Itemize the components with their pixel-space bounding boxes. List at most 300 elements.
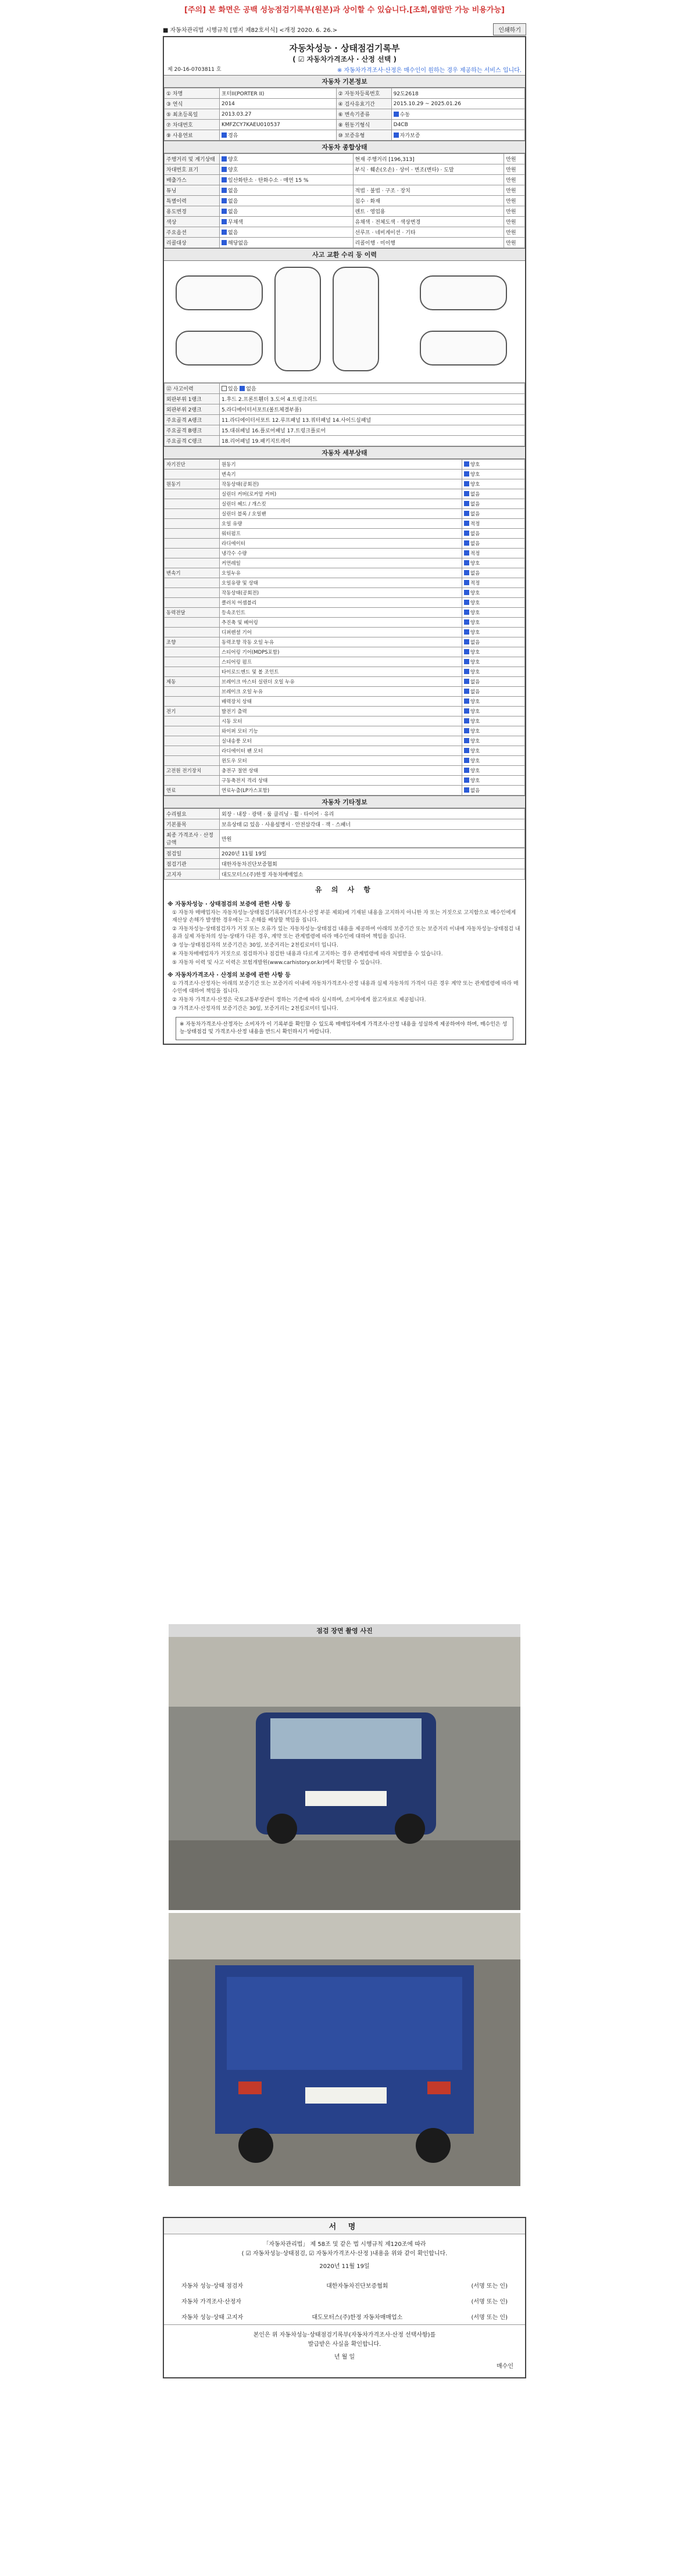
- other-value: 외장 · 내장 · 광택 · 룸 클리닝 · 휠 · 타이어 · 유리: [220, 809, 525, 819]
- detail-group: [165, 647, 220, 657]
- detail-row: [165, 479, 525, 489]
- status-checkbox[interactable]: [222, 219, 227, 224]
- detail-checkbox[interactable]: [464, 491, 469, 496]
- status-detail: 현재 주행거리 [196,313]: [353, 154, 504, 164]
- detail-result: 없음: [462, 509, 524, 519]
- section-basic-info: 자동차 기본정보: [164, 75, 525, 88]
- detail-group: [165, 588, 220, 598]
- detail-group: [165, 687, 220, 697]
- detail-checkbox[interactable]: [464, 768, 469, 773]
- notice-heading-1: ※ 자동차성능 · 상태점검의 보증에 관한 사항 등: [167, 901, 291, 908]
- status-row: [165, 164, 525, 175]
- other-value: 보유상태 ☑ 있음 · 사용설명서 · 안전삼각대 · 잭 · 스패너: [220, 819, 525, 830]
- signer1-value: 대한자동차진단보증협회: [326, 2283, 388, 2290]
- detail-checkbox[interactable]: [464, 629, 469, 635]
- detail-group: [165, 558, 220, 568]
- detail-result: 양호: [462, 697, 524, 707]
- detail-checkbox[interactable]: [464, 679, 469, 684]
- status-item: 주행거리 및 계기상태: [165, 154, 220, 164]
- detail-result: 양호: [462, 776, 524, 786]
- status-detail: 부식 · 훼손(오손) · 상이 · 변조(변타) · 도말: [353, 164, 504, 175]
- section-other: 자동차 기타정보: [164, 796, 525, 808]
- status-checkbox[interactable]: [222, 167, 227, 172]
- detail-item: 실린더 헤드 / 개스킷: [220, 499, 462, 509]
- detail-group: [165, 667, 220, 677]
- detail-item: 실린더 커버(로커암 커버): [220, 489, 462, 499]
- detail-checkbox[interactable]: [464, 610, 469, 615]
- other-label: 수리필요: [165, 809, 220, 819]
- inspector-org: 대한자동차진단보증협회: [220, 859, 525, 869]
- detail-group: [165, 756, 220, 766]
- sign-body-1: 「자동차관리법」 제 58조 및 같은 법 시행규칙 제120조에 따라: [263, 2241, 426, 2248]
- detail-result: 양호: [462, 766, 524, 776]
- frame-c: 18.리어패널 19.패키지트레이: [220, 436, 525, 446]
- document-title: 자동차성능 · 상태점검기록부: [289, 43, 400, 53]
- notice-heading-2: ※ 자동차가격조사 · 산정의 보증에 관한 사항 등: [167, 972, 291, 979]
- detail-row: [165, 667, 525, 677]
- detail-group: [165, 539, 220, 549]
- detail-row: [165, 539, 525, 549]
- signer3-value: 대도모터스(주)한정 자동차매매업소: [312, 2315, 403, 2321]
- status-row: [165, 154, 525, 164]
- detail-row: [165, 746, 525, 756]
- detail-result: 없음: [462, 677, 524, 687]
- status-row: [165, 238, 525, 248]
- detail-row: [165, 657, 525, 667]
- detail-result: 양호: [462, 707, 524, 716]
- law-reference: ■ 자동차관리법 시행규칙 [별지 제82호서식] <개정 2020. 6. 26.>: [163, 27, 338, 34]
- detail-row: [165, 549, 525, 558]
- inspector-table: 점검일 2020년 11월 19일 점검기관 대한자동차진단보증협회 고지자 대도모터스(주)한정 자동차매매업소: [164, 848, 525, 880]
- detail-checkbox[interactable]: [464, 758, 469, 763]
- car-diagram: [164, 261, 525, 383]
- detail-result: 양호: [462, 608, 524, 618]
- detail-row: [165, 529, 525, 539]
- detail-result: 적정: [462, 519, 524, 529]
- other-row: [165, 819, 525, 830]
- detail-item: 발전기 출력: [220, 707, 462, 716]
- detail-item: 타이로드엔드 및 볼 조인트: [220, 667, 462, 677]
- detail-row: [165, 786, 525, 796]
- detail-result: 양호: [462, 726, 524, 736]
- detail-result: 양호: [462, 460, 524, 470]
- detail-group: [165, 509, 220, 519]
- detail-group: 원동기: [165, 479, 220, 489]
- manual-check[interactable]: [394, 112, 399, 117]
- detail-item: 등속조인트: [220, 608, 462, 618]
- detail-checkbox[interactable]: [464, 649, 469, 654]
- status-result: 없음: [220, 227, 354, 238]
- status-checkbox[interactable]: [222, 240, 227, 245]
- detail-item: 라디에이터: [220, 539, 462, 549]
- detail-item: 클러치 어셈블리: [220, 598, 462, 608]
- status-result: 해당없음: [220, 238, 354, 248]
- car-rear-icon: [420, 331, 507, 366]
- status-checkbox[interactable]: [222, 198, 227, 203]
- status-detail: 렌트 · 영업용: [353, 206, 504, 217]
- detail-result: 적정: [462, 549, 524, 558]
- details-table: [164, 459, 525, 796]
- detail-result: 없음: [462, 499, 524, 509]
- status-row: [165, 227, 525, 238]
- detail-row: [165, 489, 525, 499]
- detail-checkbox[interactable]: [464, 481, 469, 486]
- detail-row: [165, 647, 525, 657]
- notice-item: ③ 성능·상태점검자의 보증기간은 30일, 보증거리는 2천킬로미터 입니다.: [172, 943, 338, 948]
- exterior-rank1: 1.후드 2.프론트휀더 3.도어 4.트렁크리드: [220, 394, 525, 404]
- detail-checkbox[interactable]: [464, 778, 469, 783]
- inspector-name: 대도모터스(주)한정 자동차매매업소: [220, 869, 525, 880]
- detail-row: [165, 716, 525, 726]
- notice-item: ① 가격조사·산정자는 아래의 보증기간 또는 보증거리 이내에 자동차가격조사·산정 내용과 실제 자동차의 가격이 다른 경우 계약 또는 관계법령에 따라 매수인에 대하여 책임을 집니다.: [172, 981, 519, 994]
- notice-list-2: [164, 980, 525, 1013]
- detail-result: 적정: [462, 578, 524, 588]
- other-row: [165, 809, 525, 819]
- detail-row: [165, 736, 525, 746]
- status-checkbox[interactable]: [222, 209, 227, 214]
- status-price: 만원: [504, 196, 525, 206]
- car-top-icon: [274, 267, 321, 371]
- detail-row: [165, 618, 525, 628]
- signer3-label: 자동차 성능·상태 고지자: [181, 2315, 244, 2321]
- detail-group: 제동: [165, 677, 220, 687]
- other-label: 기본품목: [165, 819, 220, 830]
- detail-checkbox[interactable]: [464, 698, 469, 704]
- status-price: 만원: [504, 206, 525, 217]
- notice-item: ② 자동차 가격조사·산정은 국토교통부장관이 정하는 기준에 따라 실시하며, 소비자에게 참고자료로 제공됩니다.: [172, 997, 426, 1003]
- detail-result: 양호: [462, 647, 524, 657]
- header-row: [163, 23, 526, 35]
- sign-body-2: ( ☑ 자동차성능·상태점검, ☑ 자동차가격조사·산정 )내용을 위와 같이 확인합니다.: [241, 2251, 448, 2257]
- detail-group: 조향: [165, 637, 220, 647]
- detail-row: [165, 608, 525, 618]
- vehicle-name: 포터II(PORTER II): [220, 88, 337, 99]
- status-item: 색상: [165, 217, 220, 227]
- detail-item: 커먼레일: [220, 558, 462, 568]
- detail-checkbox[interactable]: [464, 718, 469, 723]
- detail-checkbox[interactable]: [464, 639, 469, 644]
- detail-group: [165, 529, 220, 539]
- notice-item: ① 자동차 매매업자는 자동차성능·상태점검기록부(가격조사·산정 부분 제외)에 기재된 내용을 고지하지 아니한 자 또는 거짓으로 고지함으로 매수인에게 재산상 손해가 발생한 경우에는 그 손해를 배상할 책임을 집니다.: [172, 910, 516, 923]
- detail-item: 브레이크 오일 누유: [220, 687, 462, 697]
- detail-group: [165, 598, 220, 608]
- detail-result: 없음: [462, 687, 524, 697]
- inspection-form: [163, 36, 526, 1045]
- detail-row: [165, 766, 525, 776]
- status-result: 양호: [220, 164, 354, 175]
- detail-checkbox[interactable]: [464, 570, 469, 575]
- status-result: 없음: [220, 185, 354, 196]
- notice-title: 유 의 사 항: [315, 886, 374, 894]
- validity: 2015.10.29 ~ 2025.01.26: [391, 99, 524, 109]
- detail-checkbox[interactable]: [464, 511, 469, 516]
- notice-item: ③ 가격조사·산정자의 보증기간은 30일, 보증거리는 2천킬로미터 입니다.: [172, 1006, 338, 1012]
- detail-checkbox[interactable]: [464, 521, 469, 526]
- doc-number: 제 20-16-0703811 호: [167, 67, 222, 73]
- detail-group: [165, 716, 220, 726]
- buyer-label: 매수인: [497, 2363, 513, 2370]
- detail-result: 양호: [462, 657, 524, 667]
- signer2-label: 자동차 가격조사·산정자: [181, 2299, 241, 2305]
- detail-item: 작동상태(공회전): [220, 479, 462, 489]
- sign-area: [163, 2217, 526, 2378]
- detail-row: [165, 598, 525, 608]
- frame-b: 15.대쉬패널 16.플로어패널 17.트렁크플로어: [220, 425, 525, 436]
- detail-result: 양호: [462, 746, 524, 756]
- car-bottom-icon: [333, 267, 379, 371]
- first-reg: 2013.03.27: [220, 109, 337, 120]
- detail-checkbox[interactable]: [464, 659, 469, 664]
- sign-date: 2020년 11월 19일: [319, 2263, 370, 2270]
- detail-item: 연료누출(LP가스포함): [220, 786, 462, 796]
- detail-item: 실린더 블록 / 오일팬: [220, 509, 462, 519]
- detail-group: [165, 489, 220, 499]
- detail-item: 냉각수 수량: [220, 549, 462, 558]
- sign-title: 서 명: [164, 2218, 525, 2234]
- detail-checkbox[interactable]: [464, 738, 469, 743]
- detail-result: 양호: [462, 618, 524, 628]
- status-row: [165, 185, 525, 196]
- detail-item: 디퍼렌셜 기어: [220, 628, 462, 637]
- detail-item: 스티어링 기어(MDPS포함): [220, 647, 462, 657]
- status-item: 배출가스: [165, 175, 220, 185]
- detail-row: [165, 697, 525, 707]
- detail-item: 오일 유량: [220, 519, 462, 529]
- model-year: 2014: [220, 99, 337, 109]
- status-row: [165, 196, 525, 206]
- accident-yes-check[interactable]: [222, 386, 227, 391]
- closing-date: 년 월 일: [334, 2354, 355, 2360]
- status-item: 차대번호 표기: [165, 164, 220, 175]
- detail-result: 없음: [462, 539, 524, 549]
- detail-item: 오일유량 및 상태: [220, 578, 462, 588]
- detail-checkbox[interactable]: [464, 708, 469, 714]
- detail-checkbox[interactable]: [464, 501, 469, 506]
- status-checkbox[interactable]: [222, 156, 227, 162]
- status-result: 양호: [220, 154, 354, 164]
- status-result: 없음: [220, 196, 354, 206]
- detail-group: [165, 746, 220, 756]
- detail-result: 양호: [462, 736, 524, 746]
- status-checkbox[interactable]: [222, 230, 227, 235]
- detail-checkbox[interactable]: [464, 689, 469, 694]
- status-detail: 침수 · 화재: [353, 196, 504, 206]
- detail-group: 고전원 전기장치: [165, 766, 220, 776]
- detail-group: 자기진단: [165, 460, 220, 470]
- status-detail: 유채색 · 전체도색 · 색상변경: [353, 217, 504, 227]
- motor-type: D4CB: [391, 120, 524, 130]
- signer1-label: 자동차 성능·상태 점검자: [181, 2283, 244, 2290]
- detail-row: [165, 776, 525, 786]
- section-details: 자동차 세부상태: [164, 446, 525, 459]
- detail-row: [165, 756, 525, 766]
- accident-no-label: 없음: [246, 386, 256, 392]
- detail-row: [165, 519, 525, 529]
- fuel-check[interactable]: [222, 132, 227, 138]
- car-front-icon: [176, 331, 263, 366]
- detail-checkbox[interactable]: [464, 560, 469, 565]
- car-side-right-icon: [420, 275, 507, 310]
- photo-title: 점검 장면 촬영 사진: [169, 1624, 520, 1637]
- fuel-value: 경유: [228, 133, 238, 139]
- detail-result: 양호: [462, 598, 524, 608]
- detail-group: [165, 657, 220, 667]
- accident-no-check[interactable]: [240, 386, 245, 391]
- detail-checkbox[interactable]: [464, 590, 469, 595]
- inspection-photo-rear: [169, 1913, 520, 2186]
- detail-result: 없음: [462, 568, 524, 578]
- warranty-check[interactable]: [394, 132, 399, 138]
- detail-item: 실내송풍 모터: [220, 736, 462, 746]
- detail-group: [165, 578, 220, 588]
- detail-row: [165, 588, 525, 598]
- detail-group: [165, 470, 220, 479]
- notice-list-1: [164, 909, 525, 968]
- inspector-date: 2020년 11월 19일: [220, 848, 525, 859]
- other-table: [164, 808, 525, 848]
- section-status: 자동차 종합상태: [164, 141, 525, 153]
- signer3-sign: (서명 또는 인): [471, 2315, 508, 2321]
- detail-row: [165, 687, 525, 697]
- print-button[interactable]: 인쇄하기: [493, 23, 526, 35]
- detail-result: 없음: [462, 786, 524, 796]
- status-result: 일산화탄소 · 탄화수소 · 매연 15 %: [220, 175, 354, 185]
- detail-checkbox[interactable]: [464, 728, 469, 733]
- detail-row: [165, 470, 525, 479]
- detail-result: 양호: [462, 667, 524, 677]
- detail-group: [165, 549, 220, 558]
- status-row: [165, 217, 525, 227]
- notice-item: ② 자동차성능·상태점검자가 거짓 또는 오류가 있는 자동차성능·상태점검 내용을 제공하여 아래의 보증기간 또는 보증거리 이내에 자동차성능·상태점검 내용과 실제 자동차의 성능·상태가 다른 경우, 계약 또는 관계법령에 따라 매수인에 대하여 책임을 집니다.: [172, 926, 520, 940]
- basic-info-table: ① 차명 포터II(PORTER II) ② 자동차등록번호 92도2618 ③ 연식 2014 ④ 검사유효기간 2015.10.29 ~ 2025.01.26 ⑤ 최초등록일 2013.03.27 ⑥ 변속기종류 수동 ⑦ 차대번호 KMFZCY7KAEU010537 ⑧ 원동기형식 D4CB ⑨ 사용연료 경유 ⑩ 보증유형 자가보증: [164, 88, 525, 141]
- detail-checkbox[interactable]: [464, 600, 469, 605]
- closing-2: 발급받은 사실을 확인합니다.: [308, 2341, 381, 2348]
- status-row: [165, 175, 525, 185]
- detail-checkbox[interactable]: [464, 580, 469, 585]
- detail-checkbox[interactable]: [464, 787, 469, 793]
- detail-checkbox[interactable]: [464, 669, 469, 674]
- status-price: 만원: [504, 227, 525, 238]
- detail-group: [165, 726, 220, 736]
- status-detail: 적법 · 불법 · 구조 · 장치: [353, 185, 504, 196]
- status-checkbox[interactable]: [222, 188, 227, 193]
- detail-row: [165, 707, 525, 716]
- warning-banner: [주의] 본 화면은 공백 성능점검기록부(원본)과 상이할 수 있습니다.[조회,열람만 가능 비용가능]: [184, 6, 505, 15]
- status-result: 무채색: [220, 217, 354, 227]
- detail-group: 전기: [165, 707, 220, 716]
- status-item: 튜닝: [165, 185, 220, 196]
- status-detail: 리콜이행 · 미이행: [353, 238, 504, 248]
- detail-result: 양호: [462, 756, 524, 766]
- section-damage: 사고 교환 수리 등 이력: [164, 248, 525, 261]
- detail-checkbox[interactable]: [464, 531, 469, 536]
- detail-checkbox[interactable]: [464, 619, 469, 625]
- status-item: 리콜대상: [165, 238, 220, 248]
- detail-group: [165, 776, 220, 786]
- detail-group: [165, 736, 220, 746]
- detail-item: 변속기: [220, 470, 462, 479]
- status-row: [165, 206, 525, 217]
- status-result: 없음: [220, 206, 354, 217]
- detail-checkbox[interactable]: [464, 550, 469, 556]
- detail-checkbox[interactable]: [464, 471, 469, 476]
- detail-result: 양호: [462, 716, 524, 726]
- status-price: 만원: [504, 154, 525, 164]
- status-table: [164, 153, 525, 248]
- detail-item: 스티어링 펌프: [220, 657, 462, 667]
- detail-item: 브레이크 마스터 실린더 오일 누유: [220, 677, 462, 687]
- signer2-sign: (서명 또는 인): [471, 2299, 508, 2305]
- notice-item: ⑤ 자동차 이력 및 사고 이력은 보험개발원(www.carhistory.or.kr)에서 확인할 수 있습니다.: [172, 960, 382, 966]
- detail-group: 동력전달: [165, 608, 220, 618]
- detail-result: 양호: [462, 479, 524, 489]
- detail-group: [165, 499, 220, 509]
- detail-item: 워터펌프: [220, 529, 462, 539]
- detail-row: [165, 558, 525, 568]
- detail-row: [165, 677, 525, 687]
- detail-item: 배력장치 상태: [220, 697, 462, 707]
- status-price: 만원: [504, 217, 525, 227]
- detail-result: 양호: [462, 628, 524, 637]
- detail-item: 충전구 절연 상태: [220, 766, 462, 776]
- status-detail: 선루프 · 네비게이션 · 기타: [353, 227, 504, 238]
- detail-result: 없음: [462, 529, 524, 539]
- photo-area: [169, 1624, 520, 2189]
- status-item: 주요옵션: [165, 227, 220, 238]
- price-label: 최종 가격조사 · 산정 금액: [165, 830, 220, 848]
- notice-item: ④ 자동차매매업자가 거짓으로 점검하거나 점검한 내용과 다르게 고지하는 경우 관계법령에 따라 처벌받을 수 있습니다.: [172, 951, 443, 957]
- detail-item: 오일누유: [220, 568, 462, 578]
- detail-row: [165, 628, 525, 637]
- detail-row: [165, 568, 525, 578]
- frame-a: 11.라디에이터서포트 12.루프패널 13.쿼터패널 14.사이드실패널: [220, 415, 525, 425]
- detail-row: [165, 499, 525, 509]
- detail-row: [165, 637, 525, 647]
- status-price: 만원: [504, 164, 525, 175]
- detail-result: 없음: [462, 489, 524, 499]
- vin: KMFZCY7KAEU010537: [220, 120, 337, 130]
- detail-result: 없음: [462, 637, 524, 647]
- detail-checkbox[interactable]: [464, 461, 469, 467]
- detail-result: 양호: [462, 588, 524, 598]
- status-detail: [353, 175, 504, 185]
- detail-item: 동력조향 작동 오일 누유: [220, 637, 462, 647]
- doc-note: ※ 자동차가격조사·산정은 매수인이 원하는 경우 제공하는 서비스 입니다.: [337, 67, 522, 74]
- detail-row: [165, 578, 525, 588]
- detail-checkbox[interactable]: [464, 748, 469, 753]
- detail-row: [165, 726, 525, 736]
- detail-group: [165, 628, 220, 637]
- exterior-rank2: 5.라디에이터서포트(볼트체결부품): [220, 404, 525, 415]
- status-item: 용도변경: [165, 206, 220, 217]
- car-side-left-icon: [176, 275, 263, 310]
- detail-row: [165, 460, 525, 470]
- signer1-sign: (서명 또는 인): [471, 2283, 508, 2290]
- detail-checkbox[interactable]: [464, 540, 469, 546]
- detail-item: 추진축 및 베어링: [220, 618, 462, 628]
- status-checkbox[interactable]: [222, 177, 227, 182]
- detail-item: 작동상태(공회전): [220, 588, 462, 598]
- detail-result: 양호: [462, 558, 524, 568]
- detail-item: 라디에이터 팬 모터: [220, 746, 462, 756]
- detail-group: 연료: [165, 786, 220, 796]
- detail-item: 윈도우 모터: [220, 756, 462, 766]
- notice-box: ※ 자동차가격조사·산정자는 소비자가 이 기록부를 확인할 수 있도록 매매업자에게 가격조사·산정 내용을 성실하게 제공하여야 하며, 매수인은 성능·상태점검 및 가격조사·산정 내용을 반드시 확인하시기 바랍니다.: [176, 1017, 513, 1040]
- status-price: 만원: [504, 238, 525, 248]
- detail-row: [165, 509, 525, 519]
- detail-group: [165, 697, 220, 707]
- detail-item: 시동 모터: [220, 716, 462, 726]
